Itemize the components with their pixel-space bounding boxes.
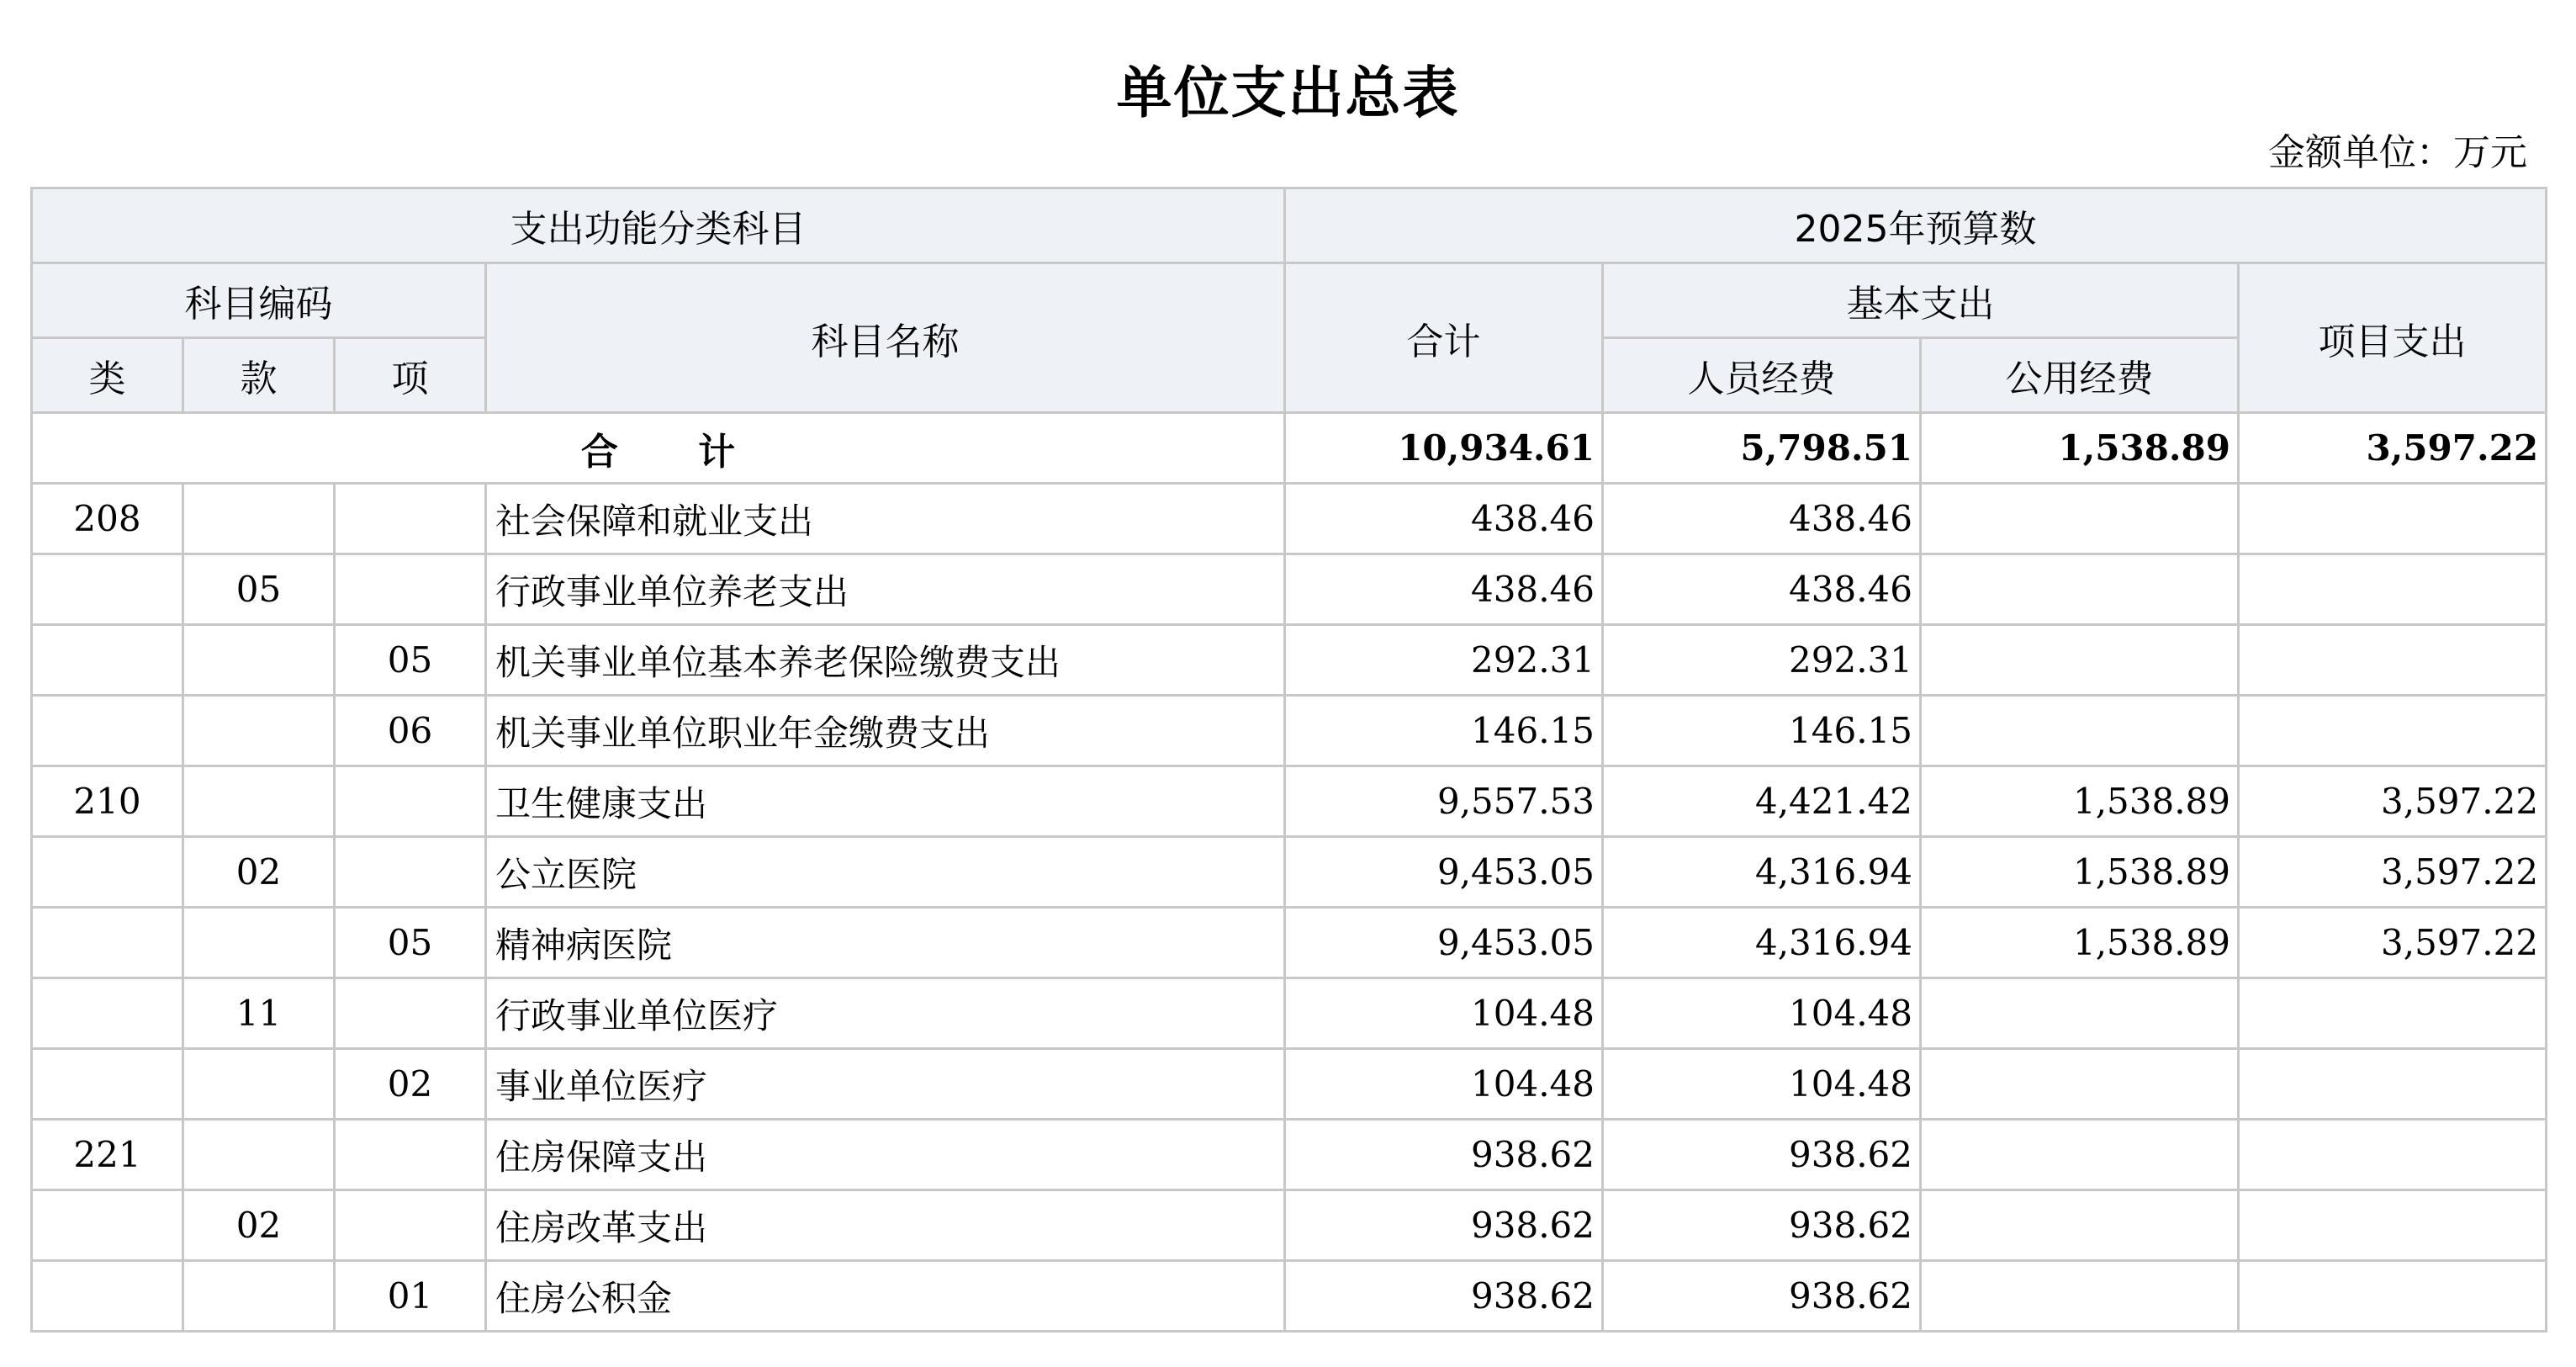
cell-item [335, 978, 486, 1049]
table-row [32, 554, 2547, 625]
cell-project [2239, 1261, 2547, 1332]
total-public: 1,538.89 [1921, 413, 2239, 484]
page-title: 单位支出总表 [1116, 61, 1460, 125]
cell-item: 05 [335, 908, 486, 978]
cell-category [32, 625, 183, 696]
header-personnel-cost: 人员经费 [1603, 338, 1921, 413]
cell-project [2239, 978, 2547, 1049]
cell-section [183, 1120, 335, 1190]
header-subject-name: 科目名称 [486, 263, 1285, 413]
table-row [32, 484, 2547, 554]
cell-category [32, 1049, 183, 1120]
cell-section [183, 1049, 335, 1120]
cell-project [2239, 625, 2547, 696]
cell-section [183, 1261, 335, 1332]
table-row [32, 908, 2547, 978]
header-basic-expenditure: 基本支出 [1603, 263, 2239, 338]
cell-public: 1,538.89 [1921, 766, 2239, 837]
cell-item [335, 1190, 486, 1261]
table-row [32, 696, 2547, 766]
cell-project [2239, 1190, 2547, 1261]
cell-public [1921, 484, 2239, 554]
cell-project [2239, 554, 2547, 625]
cell-total: 9,557.53 [1285, 766, 1603, 837]
cell-item: 05 [335, 625, 486, 696]
cell-subject-name: 卫生健康支出 [486, 766, 1285, 837]
cell-category [32, 696, 183, 766]
cell-category [32, 554, 183, 625]
cell-public: 1,538.89 [1921, 837, 2239, 908]
cell-item: 06 [335, 696, 486, 766]
cell-section: 11 [183, 978, 335, 1049]
cell-section: 05 [183, 554, 335, 625]
cell-subject-name: 行政事业单位养老支出 [486, 554, 1285, 625]
total-label: 合 计 [32, 413, 1285, 484]
table-row [32, 1120, 2547, 1190]
expenditure-summary-table [30, 187, 2547, 1333]
cell-item [335, 766, 486, 837]
table-row [32, 766, 2547, 837]
amount-unit-label: 金额单位：万元 [2268, 131, 2527, 174]
cell-section [183, 766, 335, 837]
cell-subject-name: 社会保障和就业支出 [486, 484, 1285, 554]
cell-personnel: 438.46 [1603, 484, 1921, 554]
cell-item [335, 1120, 486, 1190]
cell-project [2239, 1049, 2547, 1120]
cell-public [1921, 554, 2239, 625]
header-category: 类 [32, 338, 183, 413]
cell-total: 9,453.05 [1285, 837, 1603, 908]
cell-section [183, 625, 335, 696]
cell-subject-name: 住房保障支出 [486, 1120, 1285, 1190]
table-row [32, 1190, 2547, 1261]
header-subject-code: 科目编码 [32, 263, 486, 338]
cell-total: 438.46 [1285, 484, 1603, 554]
cell-personnel: 146.15 [1603, 696, 1921, 766]
total-row [32, 413, 2547, 484]
cell-item [335, 554, 486, 625]
cell-item: 01 [335, 1261, 486, 1332]
cell-category: 221 [32, 1120, 183, 1190]
cell-total: 146.15 [1285, 696, 1603, 766]
cell-total: 104.48 [1285, 978, 1603, 1049]
cell-category [32, 978, 183, 1049]
cell-public [1921, 1190, 2239, 1261]
cell-personnel: 104.48 [1603, 978, 1921, 1049]
cell-subject-name: 事业单位医疗 [486, 1049, 1285, 1120]
cell-personnel: 104.48 [1603, 1049, 1921, 1120]
cell-total: 438.46 [1285, 554, 1603, 625]
cell-subject-name: 机关事业单位基本养老保险缴费支出 [486, 625, 1285, 696]
cell-item: 02 [335, 1049, 486, 1120]
cell-project [2239, 696, 2547, 766]
cell-section [183, 908, 335, 978]
cell-public [1921, 696, 2239, 766]
cell-public [1921, 978, 2239, 1049]
cell-category: 208 [32, 484, 183, 554]
cell-public [1921, 1049, 2239, 1120]
cell-project: 3,597.22 [2239, 837, 2547, 908]
cell-item [335, 484, 486, 554]
cell-category [32, 908, 183, 978]
cell-personnel: 938.62 [1603, 1261, 1921, 1332]
cell-subject-name: 住房改革支出 [486, 1190, 1285, 1261]
cell-total: 938.62 [1285, 1190, 1603, 1261]
cell-project [2239, 1120, 2547, 1190]
cell-subject-name: 行政事业单位医疗 [486, 978, 1285, 1049]
cell-subject-name: 住房公积金 [486, 1261, 1285, 1332]
cell-category [32, 837, 183, 908]
cell-section [183, 696, 335, 766]
cell-total: 938.62 [1285, 1261, 1603, 1332]
cell-personnel: 4,316.94 [1603, 908, 1921, 978]
cell-total: 9,453.05 [1285, 908, 1603, 978]
header-budget-2025: 2025年预算数 [1285, 188, 2547, 263]
cell-subject-name: 精神病医院 [486, 908, 1285, 978]
header-function-classification: 支出功能分类科目 [32, 188, 1285, 263]
cell-category: 210 [32, 766, 183, 837]
cell-project: 3,597.22 [2239, 908, 2547, 978]
total-amount: 10,934.61 [1285, 413, 1603, 484]
table-row [32, 1261, 2547, 1332]
header-total: 合计 [1285, 263, 1603, 413]
header-item: 项 [335, 338, 486, 413]
cell-section [183, 484, 335, 554]
cell-personnel: 938.62 [1603, 1190, 1921, 1261]
cell-section: 02 [183, 837, 335, 908]
cell-project: 3,597.22 [2239, 766, 2547, 837]
cell-public [1921, 625, 2239, 696]
cell-public: 1,538.89 [1921, 908, 2239, 978]
cell-personnel: 938.62 [1603, 1120, 1921, 1190]
table-header [32, 188, 2547, 413]
cell-public [1921, 1120, 2239, 1190]
total-project: 3,597.22 [2239, 413, 2547, 484]
table-row [32, 837, 2547, 908]
header-section: 款 [183, 338, 335, 413]
cell-total: 938.62 [1285, 1120, 1603, 1190]
table-row [32, 625, 2547, 696]
table-body [32, 413, 2547, 1332]
cell-personnel: 4,316.94 [1603, 837, 1921, 908]
cell-total: 104.48 [1285, 1049, 1603, 1120]
cell-subject-name: 公立医院 [486, 837, 1285, 908]
header-public-cost: 公用经费 [1921, 338, 2239, 413]
cell-project [2239, 484, 2547, 554]
total-personnel: 5,798.51 [1603, 413, 1921, 484]
cell-total: 292.31 [1285, 625, 1603, 696]
cell-item [335, 837, 486, 908]
cell-subject-name: 机关事业单位职业年金缴费支出 [486, 696, 1285, 766]
cell-personnel: 292.31 [1603, 625, 1921, 696]
cell-section: 02 [183, 1190, 335, 1261]
cell-category [32, 1261, 183, 1332]
table-row [32, 1049, 2547, 1120]
cell-category [32, 1190, 183, 1261]
cell-personnel: 438.46 [1603, 554, 1921, 625]
cell-personnel: 4,421.42 [1603, 766, 1921, 837]
table-row [32, 978, 2547, 1049]
cell-public [1921, 1261, 2239, 1332]
header-project-expenditure: 项目支出 [2239, 263, 2547, 413]
